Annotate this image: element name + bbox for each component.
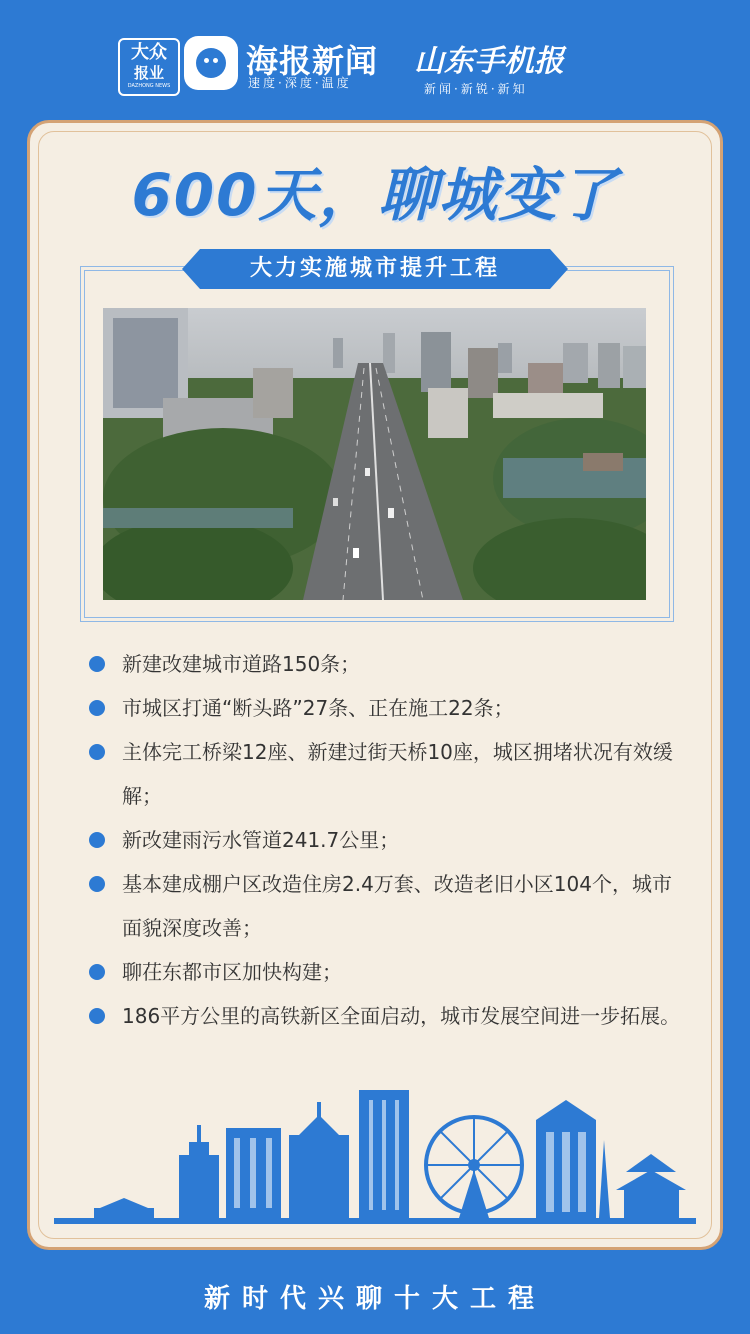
dazhong-logo-line1: 大众 xyxy=(131,42,167,63)
city-skyline-illustration xyxy=(54,1080,696,1240)
list-item-text: 主体完工桥梁12座、新建过街天桥10座，城区拥堵状况有效缓解； xyxy=(122,740,673,808)
shandong-title: 山东手机报 xyxy=(414,44,564,79)
list-item xyxy=(86,642,686,686)
bullet-dot-icon xyxy=(89,1008,105,1024)
main-title: 600天，聊城变了 xyxy=(131,161,619,229)
list-item xyxy=(86,862,686,950)
bullet-dot-icon xyxy=(89,964,105,980)
list-item-text: 新改建雨污水管道241.7公里； xyxy=(122,828,400,852)
bullet-dot-icon xyxy=(89,876,105,892)
header xyxy=(0,0,750,110)
shandong-subtitle: 新闻·新锐·新知 xyxy=(424,82,528,96)
list-item-text: 新建改建城市道路150条； xyxy=(122,652,361,676)
list-item-text: 186平方公里的高铁新区全面启动，城市发展空间进一步拓展。 xyxy=(122,1004,681,1028)
bullet-dot-icon xyxy=(89,744,105,760)
list-item-text: 基本建成棚户区改造住房2.4万套、改造老旧小区104个，城市面貌深度改善； xyxy=(122,872,672,940)
list-item-text: 聊茌东都市区加快构建； xyxy=(122,960,342,984)
bullet-dot-icon xyxy=(89,832,105,848)
haibao-logo-icon xyxy=(184,36,238,90)
list-item-text: 市城区打通“断头路”27条、正在施工22条； xyxy=(122,696,514,720)
dazhong-logo-line3: DAZHONG NEWS xyxy=(127,83,171,89)
bullet-dot-icon xyxy=(89,700,105,716)
dazhong-logo xyxy=(118,38,180,96)
city-road-photo xyxy=(103,308,646,600)
list-item xyxy=(86,686,686,730)
section-banner: 大力实施城市提升工程 xyxy=(249,256,500,281)
list-item xyxy=(86,818,686,862)
list-item xyxy=(86,730,686,818)
footer-text: 新时代兴聊十大工程 xyxy=(203,1284,546,1314)
dazhong-logo-line2: 报业 xyxy=(133,64,164,82)
haibao-title: 海报新闻 xyxy=(246,42,379,80)
bullet-dot-icon xyxy=(89,656,105,672)
list-item xyxy=(86,994,686,1038)
achievement-list xyxy=(86,642,686,1038)
haibao-subtitle: 速度·深度·温度 xyxy=(248,76,352,90)
list-item xyxy=(86,950,686,994)
